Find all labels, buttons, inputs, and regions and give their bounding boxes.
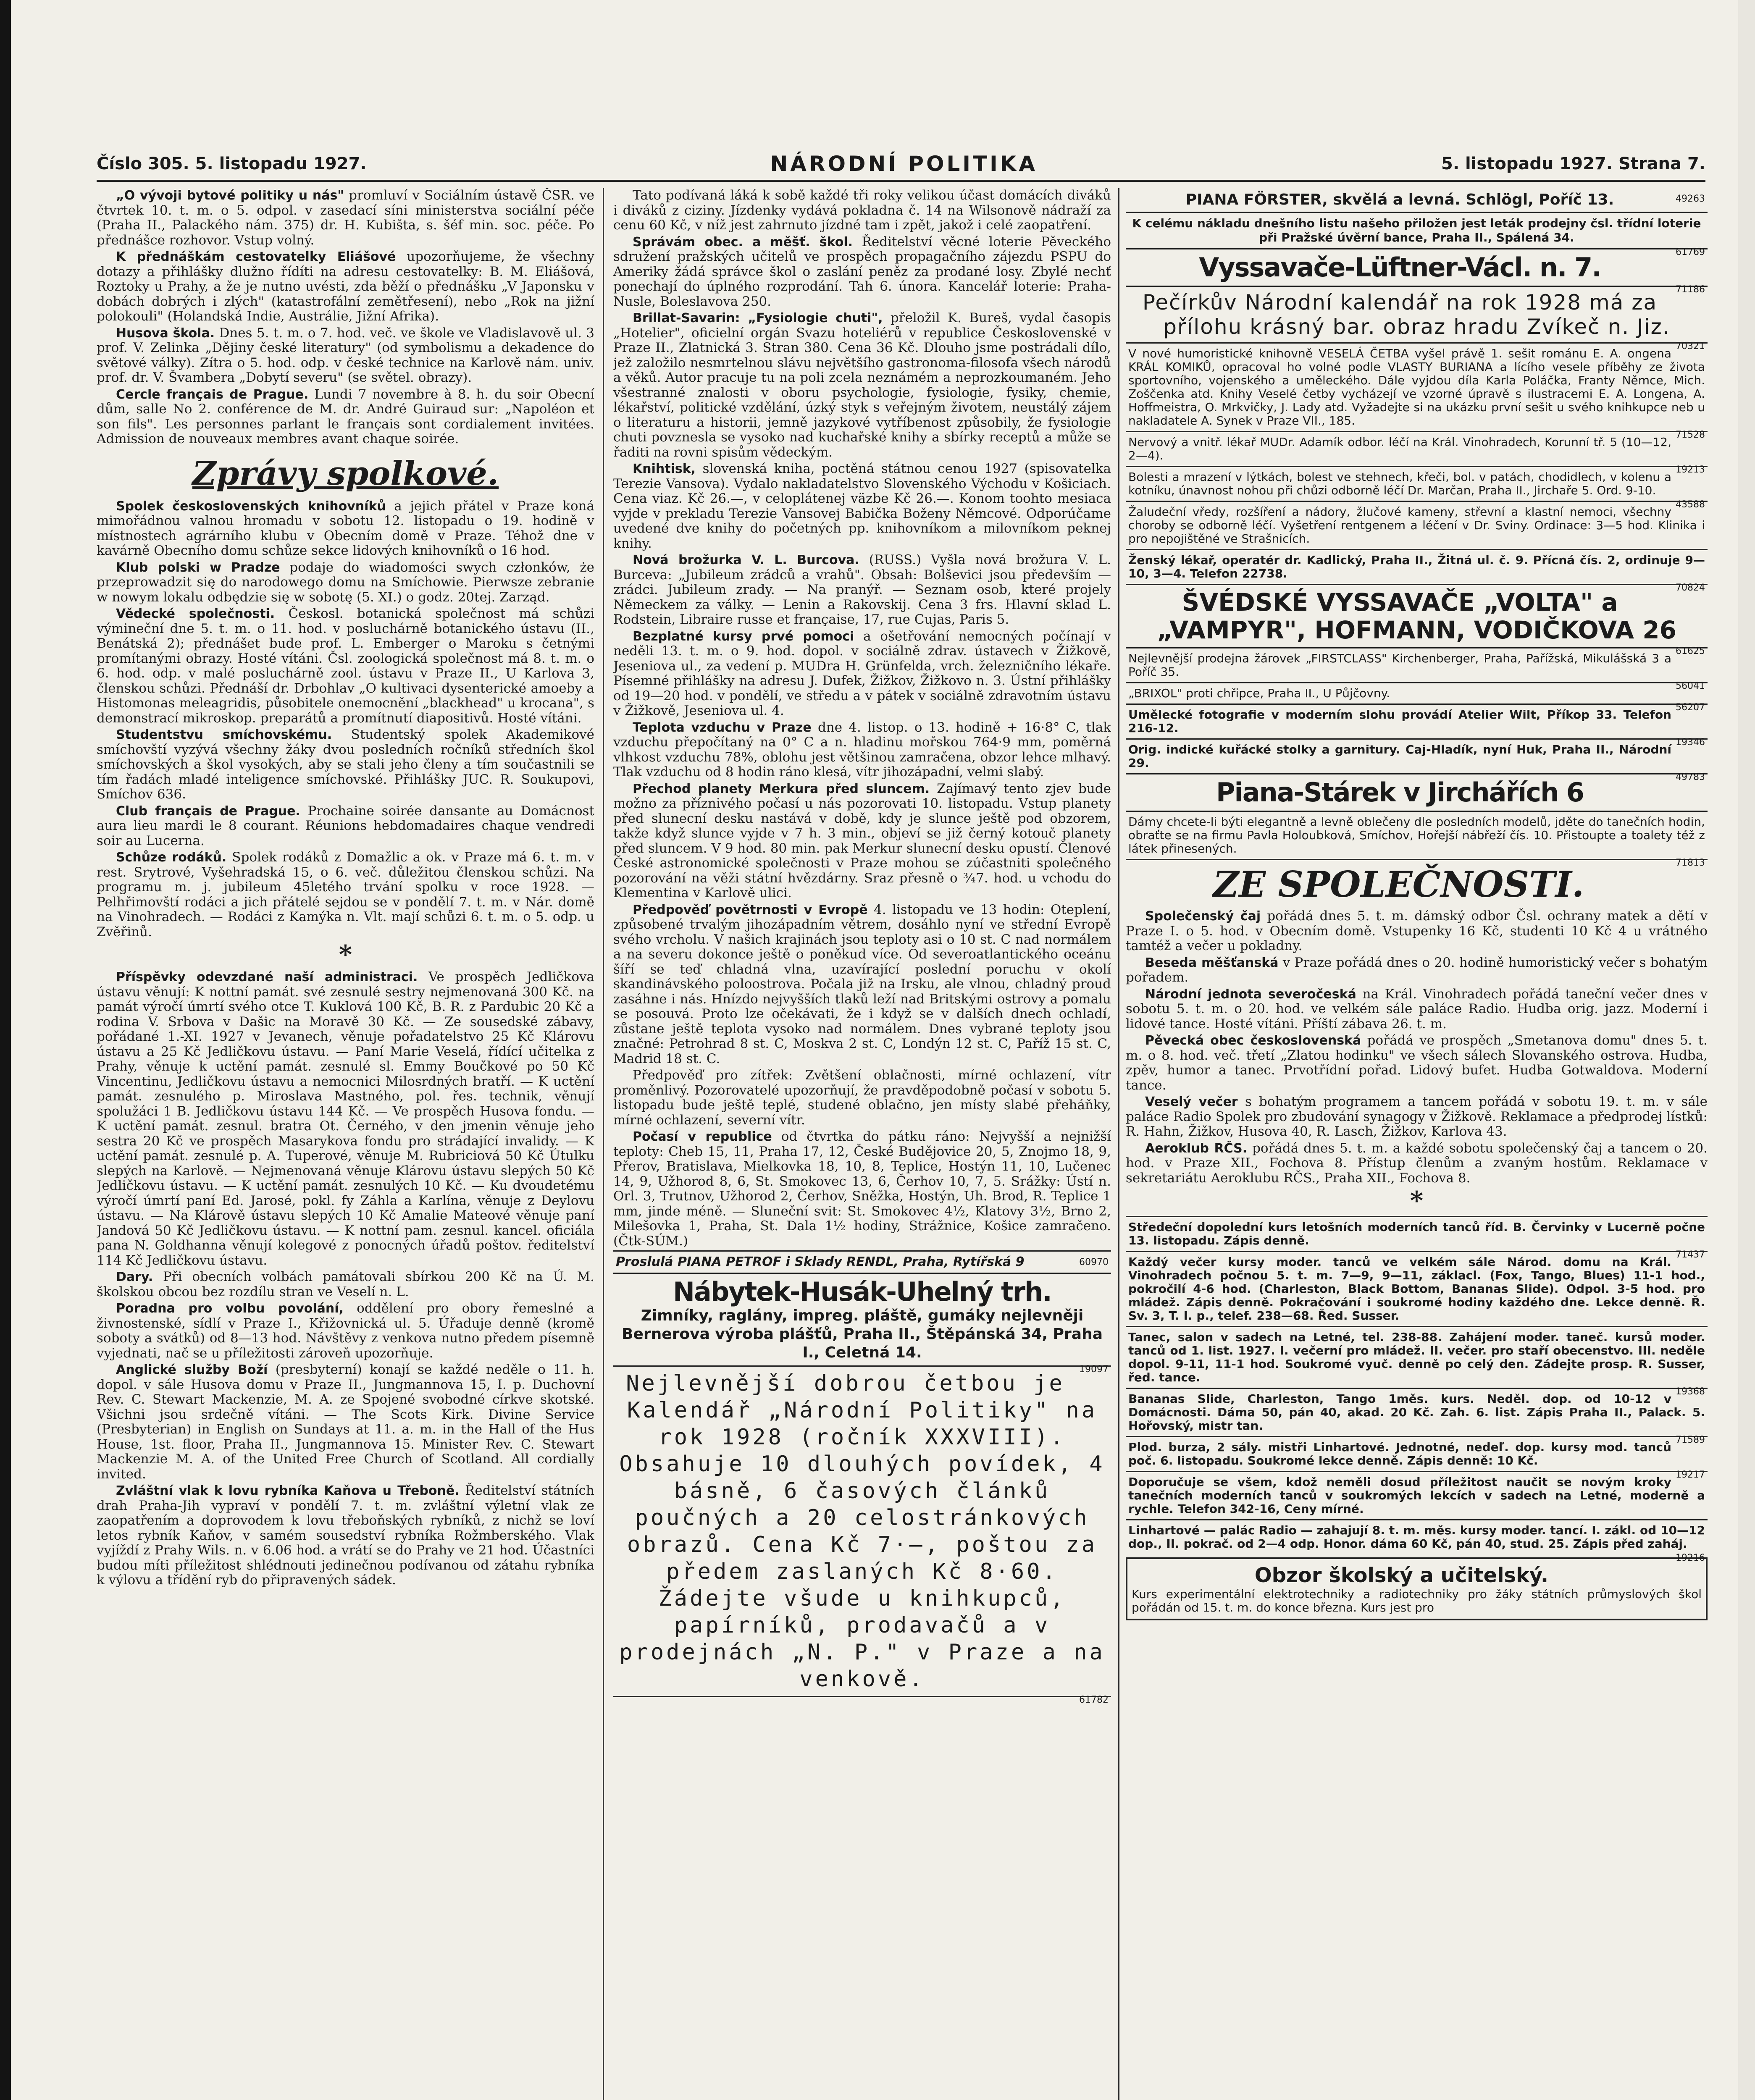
ad-code: 61769 xyxy=(1676,247,1705,257)
ad-adamik xyxy=(1126,431,1708,475)
news-item-text: (RUSS.) Vyšla nová brožura V. L. Burceva: „Jubileum zrádců a vrahů". Obsah: Bolševici jsou především — zrádci. Jubileum zrady. — Na pranýř. — Seznam osob, které projely Německem za války. — Lenin a Rakovskij. Cena 3 frs. Hlavní sklad L. Rodstein, Libraire russe et française, 17, rue Cujas, Paris 5. xyxy=(613,552,1111,627)
separator-star: * xyxy=(339,940,352,969)
news-item-head: Národní jednota severočeská xyxy=(1145,987,1356,1002)
ad-code: 71437 xyxy=(1676,1250,1705,1260)
news-item-head: Schůze rodáků. xyxy=(116,850,227,865)
news-item xyxy=(613,720,1111,780)
ad-dance-course xyxy=(1126,1251,1708,1326)
ad-text: Umělecké fotografie v moderním slohu provádí Atelier Wilt, Příkop 33. Telefon 216-12. xyxy=(1128,708,1671,735)
news-item-text: Předpověď pro zítřek: Zvětšení oblačnosti, mírné ochlazení, vítr proměnlivý. Pozorovatelé upozorňují, že pravděpodobně počasí v sobotu 5. listopadu bude ještě teplé, studené oblačno, jen místy slabé přeháňky, mírné ochlazení, severní vítr. xyxy=(613,1068,1111,1128)
ad-text: Středeční dopolední kurs letošních moderních tanců říd. B. Červinky v Lucerně počne 13. listopadu. Zápis denně. xyxy=(1128,1220,1705,1247)
ad-code: 19097 xyxy=(1079,1364,1109,1375)
ad-code: 61782 xyxy=(1079,1695,1109,1705)
ad-code: 60970 xyxy=(1079,1257,1109,1268)
news-item-text: Spolek rodáků z Domažlic a ok. v Praze má 6. t. m. v rest. Srytrové, Vyšehradská 15, o 6. več. důležitou členskou schůzi. Na programu m. j. jubileum 45letého trvání spolku v roce 1928. — Pelhřimovští rodáci a jich přátelé sejdou se v pondělí 7. t. m. v Nár. domě na Vinohradech. — Rodáci z Kamýka n. Vlt. mají schůzi 6. t. m. o 5. odp. u Zvěřinů. xyxy=(97,850,594,940)
ad-text: Orig. indické kuřácké stolky a garnitury. Caj-Hladík, nyní Huk, Praha II., Národní 29. xyxy=(1128,743,1671,770)
ad-text: Tanec, salon v sadech na Letné, tel. 238-88. Zahájení moder. taneč. kursů moder. tanců od 1. list. 1927. I. večerní pro mládež. II. večer. pro staří obecenstvo. III. neděle dopol. 9-11, 11-1 hod. Soukromé vyuč. denně po celý den. Zádejte prosp. R. Susser, řed. tance. xyxy=(1128,1330,1705,1384)
news-item xyxy=(97,970,594,1268)
news-item-head: Příspěvky odevzdané naší administraci. xyxy=(116,970,418,984)
news-item-head: K přednáškám cestovatelky Eliášové xyxy=(116,249,396,264)
ad-svedske-vyssavace xyxy=(1126,584,1708,656)
ad-text: Plod. burza, 2 sály. mistři Linhartové. Jednotné, nedeľ. dop. kursy mod. tanců poč. 6. listopadu. Soukromé lekce denně. Zápis denně: 10 Kč. xyxy=(1128,1440,1671,1467)
news-block-spolky xyxy=(97,499,594,940)
news-item-head: Pěvecká obec československá xyxy=(1145,1033,1361,1048)
news-item-text: promluví v Sociálním ústavě ČSR. ve čtvrtek 10. t. m. o 5. odpol. v zasedací síni ministerstva sociální péče (Praha II., Palackého nám. 375) dr. H. Kubišta, s. šéf min. soc. péče. Po přednášce rozhovor. Vstup volný. xyxy=(97,188,594,248)
news-item-head: Teplota vzduchu v Praze xyxy=(633,720,812,735)
ad-dance-course xyxy=(1126,1471,1708,1519)
ad-vesela-cetba xyxy=(1126,342,1708,440)
news-item-text: upozorňujeme, že všechny dotazy a přihlášky dlužno řídíti na adresu cestovatelky: B. M. Eliášová, Roztoky u Prahy, a že je nutno uvésti, zda běží o přednášku „V Japonsku v dobách dobrých i zlých" (katastrofální zemětřesení), nebo „Rok na jižní polokouli" (Holandská Indie, Austrálie, Jižní Afrika). xyxy=(97,249,594,324)
ad-husak xyxy=(613,1273,1111,1375)
news-block-col2 xyxy=(613,188,1111,1249)
ad-text: Nejlevnější prodejna žárovek „FIRSTCLASS" Kirchenberger, Praha, Pařížská, Mikulášská 3 a Poříč 35. xyxy=(1128,651,1671,679)
news-item-text: od čtvrtka do pátku ráno: Nejvyšší a nejnižší teploty: Cheb 15, 11, Praha 17, 12, České Budějovice 20, 5, Znojmo 18, 9, Přerov, Bratislava, Mielkovka 18, 10, 8, Teplice, Hostýn 11, 10, Lučenec 14, 9, Užhorod 8, 6, St. Smokovec 13, 6, Čerhov 10, 7, 5. Srážky: Ústí n. Orl. 3, Trutnov, Užhorod 2, Čerhov, Sněžka, Hostýn, Uh. Brod, R. Teplice 1 mm, jinde méně. — Sluneční svit: St. Smokovec 4½, Klatovy 3½, Brno 2, Milešovka 1, Praha, St. Dala 1½ hodiny, Strážnice, Košice zamračeno. (Čtk-SÚM.) xyxy=(613,1129,1111,1249)
ad-title: PIANA FÖRSTER, skvělá a levná. Schlögl, Poříč 13. xyxy=(1185,191,1614,208)
news-item-text: Ve prospěch Jedličkova ústavu věnují: K nottní památ. své zesnulé sestry nejmenovaná 300 Kč. na památ výročí úmrtí svého otce T. Kuklová 100 Kč, B. R. z Pardubic 20 Kč a rodina V. Srbova v Dašic na Moravě 30 Kč. — Ze sousedské zábavy, pořádané 1.-XI. 1927 v Jevanech, věnuje pořadatelstvo 25 Kč Klárovu ústavu a 25 Kč Jedličkovu ústavu. — Paní Marie Veselá, řídící učitelka z Prahy, věnuje k uctění památ. zesnulé sl. Emmy Boučkové po 50 Kč Vincentinu, Jedličkovu ústavu a nemocnici Milosrdných bratří. — K uctění památ. zesnulého p. Miroslava Mastného, pol. řes. technik, věnují spolužáci 1 B. Jedličkovu ústavu 144 Kč. — Ve prospěch Husova fondu. — K uctění památ. zesnul. bratra Ot. Černého, v den jmenin věnuje jeho sestra 20 Kč ve prospěch Masarykova fondu pro strádající invalidy. — K uctění památ. zesnulé p. A. Tuperové, věnuje M. Rubriciová 50 Kč Útulku slepých na Karlově. — Nejmenovaná věnuje Klárovu ústavu slepých 50 Kč Jedličkovu ústavu. — K uctění památ. zesnulých 10 Kč. — Ku dvoudetému výročí úmrtí paní Ed. Jarosé, pokl. fy Záhla a Karlína, věnuje z Deylovu ústavu. — Na Klárově ústavu slepých 10 Kč Amalie Mateové věnuje paní Jandová 50 Kč Jedličkovu ústavu. — K nottní pam. zesnul. kancel. oficiála pana N. Goldhanna věnují kolegové z ponocných úřadů poštov. ředitelství 114 Kč Jedličkovu ústavu. xyxy=(97,969,594,1268)
news-item-text: Českosl. botanická společnost má schůzi výmineční dne 5. t. m. o 11. hod. v posluchárně botanického ústavu (II., Benátská 2); přednášet bude prof. L. Emberger o Maroku s četnými promítanými obrazy. Hosté vítáni. Čsl. zoologická společnost má 8. t. m. o 6. hod. odp. v malé posluchárně zool. ústavu v Praze II., U Karlova 3, členskou schůzi. Přednáší dr. Drbohlav „O kultivaci dysenterické amoeby a Histomonas meleagridis, působitele onemocnění „blackhead" u krocana", s demonstrací mikroskop. preparátů a promítnutí diapositivů. Hosté vítáni. xyxy=(97,606,594,726)
news-item xyxy=(613,553,1111,627)
news-item xyxy=(1126,1095,1708,1139)
news-item-text: Lundi 7 novembre à 8. h. du soir Obecní dům, salle No 2. conférence de M. dr. André Guiraud sur: „Napoléon et son fils". Les personnes parlant le français sont cordialement invitées. Admission de nouveaux membres avant chaque soirée. xyxy=(97,386,594,446)
news-item xyxy=(613,1068,1111,1128)
separator-star: * xyxy=(1410,1186,1424,1215)
ad-code: 71589 xyxy=(1676,1435,1705,1445)
ad-pecirkuv-kalendar xyxy=(1126,286,1708,352)
ad-text: Bananas Slide, Charleston, Tango 1měs. kurs. Neděl. dop. od 10-12 v Domácnosti. Dáma 50, pán 40, akad. 20 Kč. Zah. 6. list. Zápis Praha II., Palack. 5. Hořovský, mistr tan. xyxy=(1128,1392,1705,1433)
news-item xyxy=(613,629,1111,719)
news-item-head: Společenský čaj xyxy=(1145,909,1261,924)
news-item-head: Husova škola. xyxy=(116,326,215,341)
news-item-head: Klub polski w Pradze xyxy=(116,560,280,575)
ad-code: 43588 xyxy=(1676,499,1705,510)
news-item-text: podaje do wiadomości swych członków, że przeprowadzit się do narodowego domu na Smíchowie. Pierwsze zebranie w nowym lokalu odbędzie się w sobotę (5. XI.) o godz. 20tej. Zarząd. xyxy=(97,559,594,605)
ad-dance-course xyxy=(1126,1388,1708,1445)
news-item xyxy=(613,311,1111,460)
ad-text: Nejlevnější dobrou četbou je Kalendář „Národní Politiky" na rok 1928 (ročník XXXVIII). Obsahuje 10 dlouhých povídek, 4 básně, 6 časových článků poučných a 20 celostránkových obrazů. Cena Kč 7·—, poštou za předem zaslaných Kč 8·60. Žádejte všude u knihkupců, papírníků, prodavačů a v prodejnách „N. P." v Praze a na venkově. xyxy=(619,1371,1105,1692)
news-item-text: a ošetřování nemocných počínají v neděli 13. t. m. o 9. hod. dopol. v sociálně zdrav. ústavech v Žižkově, Jeseniova ul., za vedení p. MUDra H. Grünfelda, vrch. železničního lékaře. Písemné přihlášky na adresu J. Dufek, Žižkov, Žižkovo n. 3. Ústní přihlášky od 19—20 hod. v pondělí, ve středu a v pátek v sociálně zdravotním ústavu v Žižkově, Jeseniova ul. 4. xyxy=(613,628,1111,718)
news-item-head: Poradna pro volbu povolání, xyxy=(116,1301,344,1316)
news-item-text: oddělení pro obory řemeslné a živnostenské, sídlí v Praze I., Křižovnická ul. 5. Úřaduje denně (kromě soboty a svátků) od 8—13 hod. Návštěvy z venkova nutno předem písemně vyjednati, nač se u příležitosti zároveň upozorňuje. xyxy=(97,1301,594,1361)
ad-code: 56041 xyxy=(1676,681,1705,691)
news-item-text: pořádá dnes 5. t. m. dámský odbor Čsl. ochrany matek a dětí v Praze I. o 5. hod. v Obecním domě. Vstupenky 16 Kč, studenti 10 Kč 4 u vrátného tamtéž a večer u pokladny. xyxy=(1126,908,1708,953)
news-item-text: Tato podívaná láká k sobě každé tři roky velikou účast domácích diváků i diváků z ciziny. Jízdenky vydává pokladna č. 14 na Wilsonově nádraží za cenu 60 Kč, v níž jest zahrnuto jízdné tam i zpět, jakož i celé zaopatření. xyxy=(613,188,1111,233)
news-item-head: Vědecké společnosti. xyxy=(116,606,275,621)
news-item-head: Veselý večer xyxy=(1145,1095,1238,1109)
news-item-text: Při obecních volbách památovali sbírkou 200 Kč na Ú. M. školskou obcou bez rozdílu stran ve Veselí n. L. xyxy=(97,1269,594,1299)
news-item-text: dne 4. listop. o 13. hodině + 16·8° C, tlak vzduchu přepočítaný na 0° C a n. hladinu mořskou 764·9 mm, poměrná vlhkost vzduchu 78%, oblohu jest většinou zamračena, obzor lehce mlhavý. Tlak vzduchu od 8 hodin ráno klesá, vítr jihozápadní, velmi slabý. xyxy=(613,719,1111,780)
ad-kadlicky xyxy=(1126,549,1708,593)
news-item xyxy=(97,727,594,802)
news-item xyxy=(1126,987,1708,1032)
ad-firstclass xyxy=(1126,647,1708,691)
ad-text: „BRIXOL" proti chřipce, Praha II., U Půjčovny. xyxy=(1128,686,1390,700)
ad-code: 49783 xyxy=(1676,772,1705,782)
ad-title: Obzor školský a učitelský. xyxy=(1254,1564,1549,1587)
news-item xyxy=(97,1483,594,1588)
masthead-issue: Číslo 305. 5. listopadu 1927. xyxy=(97,154,367,173)
ad-code: 71186 xyxy=(1676,284,1705,295)
ad-text: Pečírkův Národní kalendář na rok 1928 má za přílohu krásný bar. obraz hradu Zvíkeč n. Jiz. xyxy=(1142,290,1670,339)
news-item-head: Brillat-Savarin: „Fysiologie chuti", xyxy=(633,311,883,326)
ad-text: Linhartové — palác Radio — zahajují 8. t. m. měs. kursy moder. tancí. I. zákl. od 10—12 dop., II. pokrač. od 2—4 odp. Honor. dáma 60 Kč, pán 40, stud. 25. Zápis před zaháj. xyxy=(1128,1523,1705,1551)
news-item-text: slovenská kniha, poctěná státnou cenou 1927 (spisovatelka Terezie Vansova). Vydalo nakladatelstvo Slovenského Východu v Košiciach. Cena viaz. Kč 26.—, v celoplátenej väzbe Kč 26.—. Konom toohto mesiaca vyjde v prekladu Terezie Vansovej Babička Boženy Němcové. Odporúčame uvedené dve knihy do početných pp. knihovníkom a milovníkom peknej knihy. xyxy=(613,461,1111,551)
news-item xyxy=(97,850,594,940)
news-item-text: pořádá dnes 5. t. m. a každé sobotu společenský čaj a tancem o 20. hod. v Praze XII., Fochova 8. Přístup členům a zvaným hostům. Reklamace v sekretariátu Aeroklubu RČS., Praha XII., Fochova 8. xyxy=(1126,1140,1708,1186)
news-item-text: Dnes 5. t. m. o 7. hod. več. ve škole ve Vladislavově ul. 3 prof. V. Zelinka „Dějiny české literatury" (od symbolismu a dekadence do světové války). Zítra o 5. hod. odp. v české technice na Karlově nám. univ. prof. dr. V. Švambera „Dobytí severu" (se světel. obrazy). xyxy=(97,325,594,385)
news-item-text: Zajímavý tento zjev bude možno za příznivého počasí u nás pozorovati 10. listopadu. Vstup planety před slunecní desku nastává v době, kdy je slunce ještě pod obzorem, takže když slunce vyjde v 7 h. 3 min., objeví se již černý kotouč planety před sluncem. V 9 hod. 80 min. pak Merkur slunecní desku opustí. Členové České astronomické společnosti v Praze mohou se zúčastniti společného pozorování na věži státní hvězdárny. Sraz přesně o ¾7. hod. u vchodu do Klementina v Karlově ulici. xyxy=(613,781,1111,900)
ad-text: Nervový a vnitř. lékař MUDr. Adamík odbor. léčí na Král. Vinohradech, Korunní tř. 5 (10—12, 2—4). xyxy=(1128,435,1671,462)
masthead xyxy=(97,151,1705,176)
news-item xyxy=(1126,909,1708,954)
ad-text: K celému nákladu dnešního listu našeho přiložen jest leták prodejny čsl. třídní loterie při Pražské úvěrní bance, Praha II., Spálená 34. xyxy=(1132,216,1701,244)
news-item-head: Anglické služby Boží xyxy=(116,1362,268,1377)
ad-code: 56207 xyxy=(1676,702,1705,713)
ad-wilt xyxy=(1126,704,1708,748)
ad-dance-course xyxy=(1126,1216,1708,1260)
news-item-text: pořádá ve prospěch „Smetanova domu" dnes 5. t. m. o 8. hod. več. třetí „Zlatou hodinku" ve všech sálech Slovanského ostrova. Hudba, zpěv, humor a tanec. Prvotřídní pořad. Lidový bufet. Hudba Gotwaldova. Moderní tance. xyxy=(1126,1033,1708,1093)
ad-text: Proslulá PIANA PETROF i Sklady RENDL, Praha, Rytířská 9 xyxy=(616,1255,1025,1269)
news-block-bottom xyxy=(97,970,594,1588)
ad-vyssavace-luftner xyxy=(1126,248,1708,295)
news-item-head: Přechod planety Merkura před sluncem. xyxy=(633,781,930,796)
news-item-text: (presbyterní) konají se každé neděle o 11. h. dopol. v sále Husova domu v Praze II., Jungmannova 15, I. p. Duchovní Rev. C. Stewart Mackenzie, M. A. ze Spojené svobodné církve skotské. Všichni jsou srdečně vítáni. — The Scots Kirk. Divine Service (Presbyterian) in English on Sundays at 11. a. m. in the Hall of the Hus House, 1st. floor, Praha II., Jungmannova 15. Minister Rev. C. Stewart Mackenzie M. A. of the United Free Church of Scotland. All cordially invited. xyxy=(97,1362,594,1482)
ad-text: Žaludeční vředy, rozšíření a nádory, žlučové kameny, střevní a klastní nemoci, všechny choroby se odborně léčí. Vyšetření rentgenem a léčení v Dr. Sviny. Ordinace: 3—5 hod. Klinika i pro nepojištěné ve Strašnicích. xyxy=(1128,505,1705,546)
news-block-spolecnost xyxy=(1126,909,1708,1186)
news-item xyxy=(97,249,594,324)
ad-code: 19217 xyxy=(1676,1470,1705,1480)
ad-text: Každý večer kursy moder. tanců ve velkém sále Národ. domu na Král. Vinohradech počnou 5. t. m. 7—9, 9—11, záklacl. (Fox, Tango, Blues) 11-1 hod., pokročilí 4-6 hod. (Charleston, Black Bottom, Bananas Slide). Odpol. 3-5 hod. pro mládež. Zápis denně. Pokračování i soukromé hodiny každého dne. Lekce denně. Ř. Sv. 3, T. I. p., telef. 238—68. Řed. Susser. xyxy=(1128,1255,1705,1323)
section-title-spolkove: Zprávy spolkové. xyxy=(192,454,499,493)
ad-kalendar-np xyxy=(613,1365,1111,1705)
ad-text: V nové humoristické knihovně VESELÁ ČETBA vyšel právě 1. sešit románu E. A. ongena KRÁL KOMIKŮ, opracoval ho volné podle VLASTY BURIANA a lícího vesele příběhy ze života sportovního, vojenského a uměleckého. Dále vyjdou díla Karla Poláčka, Franty Němce, Mich. Zoščenka atd. Knihy Veselé četby vycházejí ve vzorné úpravě s ilustracemi E. A. Longena, A. Hoffmeistra, O. Mrkvičky, J. Lady atd. Vyžadejte si na ukázku první sešit u svého knihkupce neb u nakladatele A. Synek v Praze VII., 185. xyxy=(1128,346,1705,428)
ad-brixol xyxy=(1126,682,1708,713)
ad-dance-course xyxy=(1126,1519,1708,1563)
column-3 xyxy=(1126,188,1708,2100)
news-item xyxy=(613,1129,1111,1249)
news-item xyxy=(1126,956,1708,985)
news-item-head: Spolek československých knihovníků xyxy=(116,499,386,514)
news-item xyxy=(97,1362,594,1482)
ad-code: 71528 xyxy=(1676,430,1705,440)
news-item xyxy=(97,1270,594,1299)
masthead-title: NÁRODNÍ POLITIKA xyxy=(770,152,1038,176)
ad-code: 19368 xyxy=(1676,1386,1705,1397)
news-item xyxy=(97,188,594,248)
ad-text: Bolesti a mrazení v lýtkách, bolest ve stehnech, křeči, bol. v patách, chodidlech, v kolenu a kotníku, únavnost nohou při chůzi odborně léčí Dr. Marčan, Praha II., Jirchaře 5. Ord. 9-10. xyxy=(1128,470,1671,497)
news-item-head: Cercle français de Prague. xyxy=(116,387,309,402)
column-divider xyxy=(603,188,604,2100)
dance-courses-block xyxy=(1126,1216,1708,1563)
ad-code: 71813 xyxy=(1676,858,1705,868)
masthead-rule xyxy=(97,180,1705,182)
news-item xyxy=(97,1301,594,1361)
ad-code: 49263 xyxy=(1676,194,1705,204)
news-block-top xyxy=(97,188,594,447)
column-2 xyxy=(613,188,1111,2100)
news-item xyxy=(613,782,1111,901)
masthead-date-page: 5. listopadu 1927. Strana 7. xyxy=(1441,154,1705,173)
ad-marcan xyxy=(1126,466,1708,510)
news-item xyxy=(613,235,1111,310)
ad-code: 70321 xyxy=(1676,341,1705,352)
ad-code: 19216 xyxy=(1676,1553,1705,1563)
ad-holoubkova xyxy=(1126,811,1708,868)
ad-title: Nábytek-Husák-Uhelný trh. xyxy=(673,1276,1051,1307)
news-item-head: „O vývoji bytové politiky u nás" xyxy=(116,188,344,203)
news-item xyxy=(97,560,594,605)
news-item xyxy=(97,804,594,849)
news-item-head: Předpověď povětrnosti v Evropě xyxy=(633,902,868,917)
ad-petrof xyxy=(613,1250,1111,1273)
ad-zaludecni xyxy=(1126,501,1708,549)
news-item-text: Studentský spolek Akademikové smíchovští vyzývá všechny žáky dvou posledních ročníků středních škol smíchovských a škol vysokých, aby se stali jeho členy a tím součastnili se tím řadách mladé inteligence smíchovské. Přihlášky JUC. R. Soukupovi, Smíchov 636. xyxy=(97,727,594,802)
news-item xyxy=(97,326,594,386)
ad-code: 19213 xyxy=(1676,465,1705,475)
ad-code: 61625 xyxy=(1676,646,1705,656)
news-item-head: Zvláštní vlak k lovu rybníka Kaňova u Třeboně. xyxy=(116,1483,460,1498)
news-item-text: s bohatým programem a tancem pořádá v sobotu 19. t. m. v sále paláce Radio Spolek pro zbudování synagogy v Žižkově. Reklamace a předprodej lístků: R. Hahn, Žižkov, Husova 40, R. Lasch, Žižkov, Karlova 43. xyxy=(1126,1094,1708,1139)
ad-dance-course xyxy=(1126,1436,1708,1480)
scan-border-right xyxy=(1738,0,1755,2100)
ad-text: Ženský lékař, operatér dr. Kadlický, Praha II., Žitná ul. č. 9. Přícná čís. 2, ordinuje 9—10, 3—4. Telefon 22738. xyxy=(1128,553,1705,580)
news-item xyxy=(97,606,594,726)
ad-dance-course xyxy=(1126,1326,1708,1397)
ad-text: Kurs experimentální elektrotechniky a radiotechniky pro žáky státních průmyslových škol pořádán od 15. t. m. do konce března. Kurs jest pro xyxy=(1132,1587,1702,1614)
ad-obzor-skolsky xyxy=(1126,1557,1708,1620)
news-item-head: Dary. xyxy=(116,1270,153,1284)
ad-piana-forster xyxy=(1126,188,1708,212)
ad-title: Vyssavače-Lüftner-Václ. n. 7. xyxy=(1199,252,1601,283)
ad-title: Piana-Stárek v Jirchářích 6 xyxy=(1216,777,1584,808)
news-item-text: Ředitelství věcné loterie Pěveckého sdružení pražských učitelů ve prospěch propagačního zájezdu PSPU do Ameriky žádá správce škol o zaslání peněz za prodané losy. Zbylé nechť ponechají do úplného rozprodání. Tah 6. února. Kancelář loterie: Praha-Nusle, Boleslavova 250. xyxy=(613,234,1111,309)
column-1 xyxy=(97,188,594,2100)
ad-text: Doporučuje se všem, kdož neměli dosud příležitost naučit se novým kroky tanečních moderních tanců v soukromých lekcích v sadech na Letné, moderně a rychle. Telefon 342-16, Ceny mírné. xyxy=(1128,1475,1705,1516)
ad-piana-starek xyxy=(1126,773,1708,811)
news-item-head: Studentstvu smíchovskému. xyxy=(116,727,332,742)
news-item-head: Knihtisk, xyxy=(633,462,696,476)
ad-title: ŠVÉDSKÉ VYSSAVAČE „VOLTA" a „VAMPYR", HOFMANN, VODIČKOVA 26 xyxy=(1157,588,1676,644)
news-item-head: Nová brožurka V. L. Burcova. xyxy=(633,553,859,567)
scan-border-left xyxy=(0,0,11,2100)
section-title-spolecnost: ZE SPOLEČNOSTI. xyxy=(1213,864,1584,905)
news-item-head: Aeroklub RČS. xyxy=(1145,1141,1248,1156)
news-item xyxy=(613,903,1111,1067)
news-item-text: Prochaine soirée dansante au Domácnost aura lieu mardi le 8 courant. Réunions hebdomadaires chaque vendredi soir au Lucerna. xyxy=(97,803,594,848)
news-item-head: Správám obec. a měšť. škol. xyxy=(633,234,853,249)
news-item-text: na Král. Vinohradech pořádá taneční večer dnes v sobotu 5. t. m. o 20. hod. ve velkém sále paláce Radio. Hudba orig. jazz. Moderní i lidové tance. Hosté vítáni. Příští zábava 26. t. m. xyxy=(1126,986,1708,1032)
news-item-text: Ředitelství státních drah Praha-Jih vypraví v pondělí 7. t. m. zvláštní výletní vlak ze zaopatřením a doprovodem k lovu třeboňských rybníků, z nichž se loví letos rybník Kaňov, v samém sousedství rybníka Rožmberského. Vlak vyjíždí z Prahy Wils. n. v 6.06 hod. a vrátí se do Prahy ve 21 hod. Účastníci budou míti příležitost shlédnouti jedinečnou podívanou od zátahu rybníka k výlovu a třídění ryb do připravených sádek. xyxy=(97,1483,594,1588)
news-item xyxy=(97,499,594,559)
ad-hladik xyxy=(1126,738,1708,782)
ad-text: Dámy chcete-li býti elegantně a levně oblečeny dle posledních modelů, jděte do tanečních hodin, obraťte se na firmu Pavla Holoubková, Smíchov, Hořejší nábřeží čís. 10. Přistoupte a toalety též z látek přinesených. xyxy=(1128,815,1705,856)
news-item-text: a jejich přátel v Praze koná mimořádnou valnou hromadu v sobotu 12. listopadu o 19. hodině v místnostech agrárního klubu v Obecním domě v Praze. Téhož dne v kavárně Obecního domu schůze sekce lidových knihovníků o 16 hod. xyxy=(97,498,594,558)
ad-text: Zimníky, raglány, impreg. pláště, gumáky nejlevněji Bernerova výroba plášťů, Praha II., Štěpánská 34, Praha I., Celetná 14. xyxy=(622,1307,1103,1361)
news-item xyxy=(97,387,594,447)
news-item-head: Počasí v republice xyxy=(633,1129,772,1144)
news-item-head: Beseda měšťanská xyxy=(1145,955,1279,970)
news-item-head: Bezplatné kursy prvé pomoci xyxy=(633,629,854,644)
news-item xyxy=(613,462,1111,551)
column-divider xyxy=(1118,188,1119,2100)
news-item xyxy=(1126,1033,1708,1093)
news-item-head: Club français de Prague. xyxy=(116,803,300,819)
news-item-text: přeložil K. Bureš, vydal časopis „Hotelier", oficielní orgán Svazu hoteliérů v republice Československé v Praze II., Zlatnická 3. Stran 380. Cena 36 Kč. Dlouho jsme postrádali dílo, jež založilo nesmrtelnou slávu největšího gastronoma-filosofa všech národů a věků. Autor pracuje tu na poli zcela neznámém a neprozkoumaném. Jeho všestranné znalosti v oboru psychologie, fysiologie, fysiky, chemie, lékařství, politické vzdělání, úzký styk s veřejným životem, neustálý zájem o literaturu a historii, jemně jazykové vytříbenost způsobily, že fysiologie chuti povznesla se vysoko nad kuchařské knihy a sbírky receptů a může se řaditi na rovni spisům vědeckým. xyxy=(613,310,1111,460)
news-item-text: 4. listopadu ve 13 hodin: Oteplení, způsobené trvalým jihozápadním větrem, dosáhlo nyní ve střední Evropě svého vrcholu. V našich krajinách jsou teploty asi o 10 st. C nad normálem a na severu dokonce ještě o poněkud více. Od severoatlantického oceánu šíří se teď chladná vlna, uzavírající poslední poruchu v okolí skandinávského poloostrova. Počala již na Irsku, ale vlnou, chladný proud zasáhne i nás. Hnízdo nejvyšších tlaků leží nad Britskými ostrovy a pomalu se posouvá. Proto lze očekávati, že i když se v dalších dnech ochladí, zůstane ještě teplota vysoko nad normálem. Dnes vybrané teploty jsou značné: Petrohrad 8 st. C, Moskva 2 st. C, Londýn 12 st. C, Paříž 15 st. C, Madrid 18 st. C. xyxy=(613,902,1111,1066)
news-item-text: v Praze pořádá dnes o 20. hodině humoristický večer s bohatým pořadem. xyxy=(1126,955,1708,985)
news-item xyxy=(613,188,1111,233)
ad-code: 19346 xyxy=(1676,737,1705,748)
ad-code: 70824 xyxy=(1676,583,1705,593)
ad-loterie xyxy=(1126,212,1708,257)
news-item xyxy=(1126,1141,1708,1186)
